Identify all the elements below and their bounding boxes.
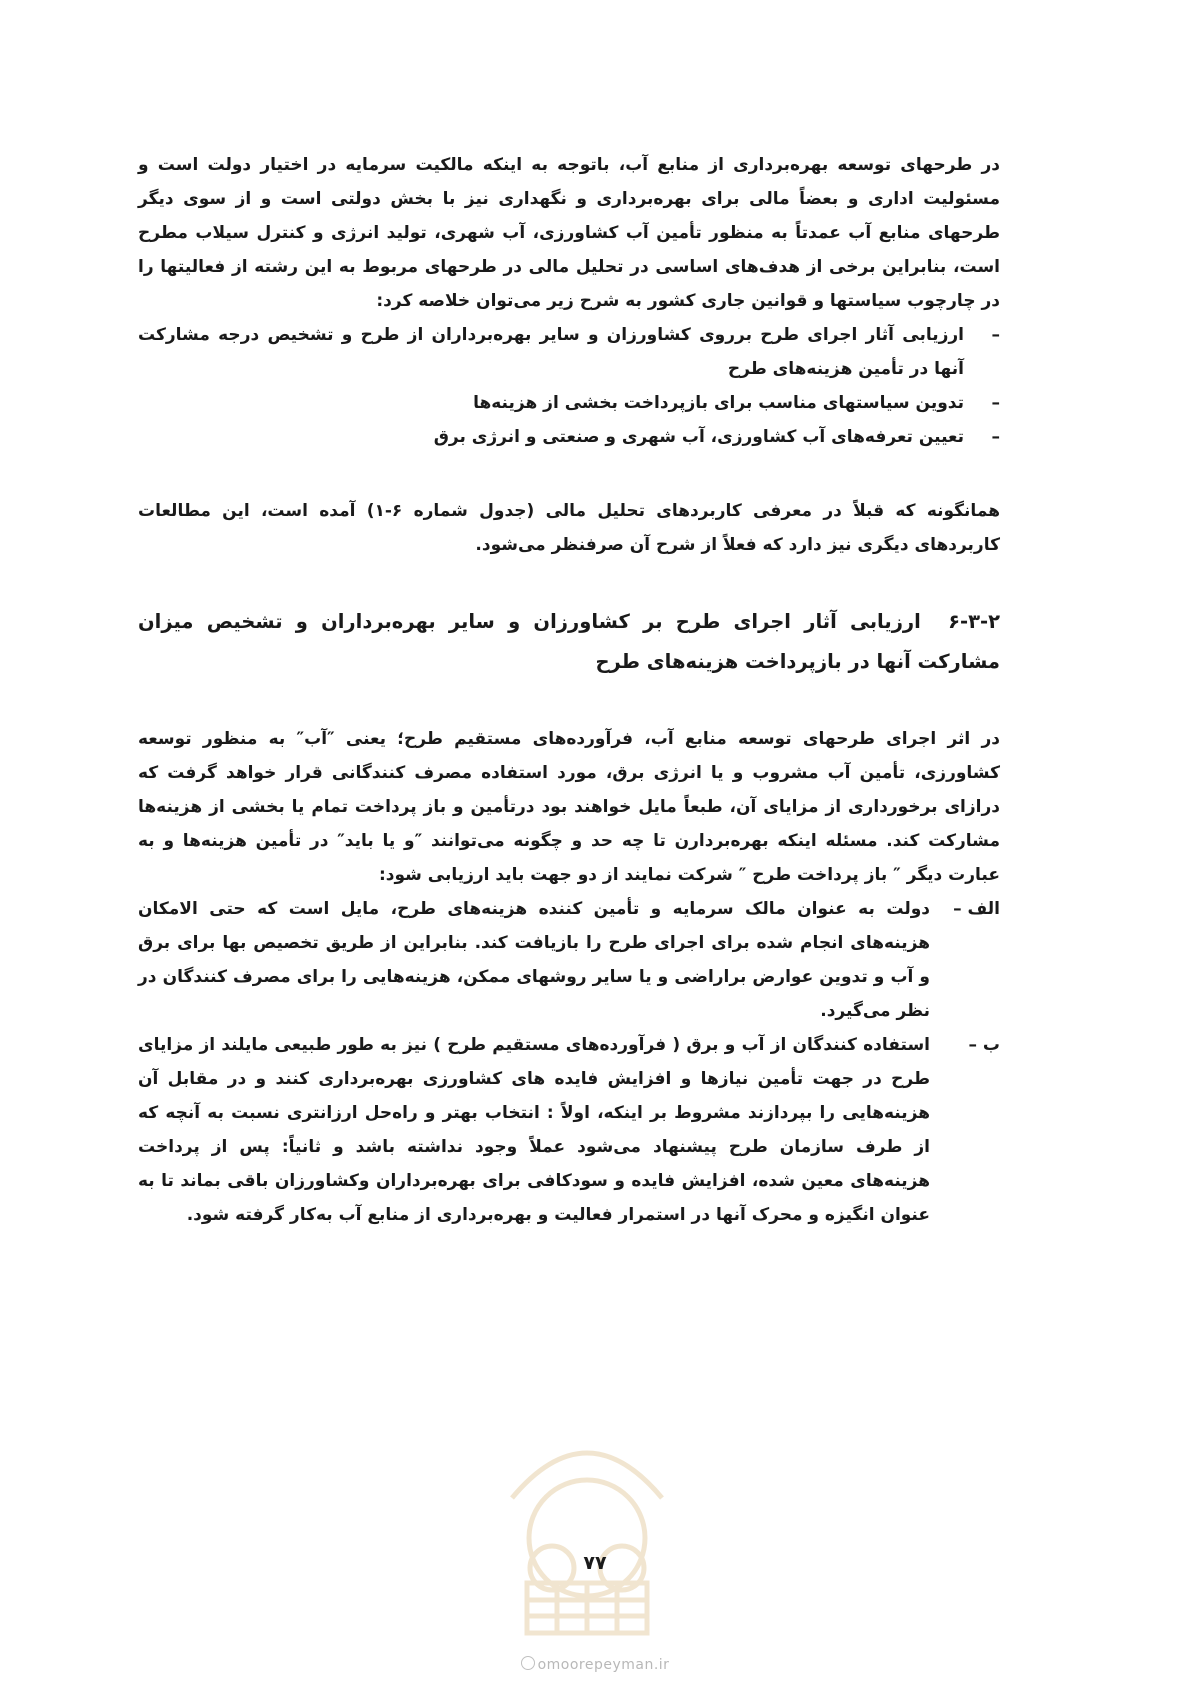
list-item: – تدوین سیاستهای مناسب برای بازپرداخت بخشی از هزینه‌ها xyxy=(138,386,1000,420)
objectives-list xyxy=(138,318,1000,454)
item-text: استفاده کنندگان از آب و برق ( فرآورده‌های مستقیم طرح ) نیز به طور طبیعی مایلند از مزایای طرح در جهت تأمین نیازها و افزایش فایده های کشاورزی بهره‌برداری کنند و در مقابل آن هزینه‌هایی را بپردازند مشروط بر اینکه، اولاً : انتخاب بهتر و راه‌حل ارزانتری نسبت به آنچه که از طرف سازمان طرح پیشنهاد می‌شود عملاً وجود نداشته باشد و ثانیاً: پس از پرداخت هزینه‌های معین شده، افزایش فایده و سودکافی برای بهره‌برداران وکشاورزان باقی بماند تا به عنوان انگیزه و محرک آنها در استمرار فعالیت و بهره‌برداری از منابع آب به‌کار گرفته شود. xyxy=(138,1035,930,1225)
item-text: دولت به عنوان مالک سرمایه و تأمین کننده هزینه‌های طرح، مایل است که حتی الامکان هزینه‌های انجام شده برای اجرای طرح را بازیافت کند. بنابراین از طریق تخصیص بها برای برق و آب و تدوین عوارض براراضی و یا سایر روشهای ممکن، هزینه‌هایی را برای مصرف کنندگان در نظر می‌گیرد. xyxy=(138,899,930,1021)
paragraph-intro: در طرحهای توسعه بهره‌برداری از منابع آب، باتوجه به اینکه مالکیت سرمایه در اختیار دولت است و مسئولیت اداری و بعضاً مالی برای بهره‌برداری و نگهداری نیز با بخش دولتی است و از سوی دیگر طرحهای منابع آب عمدتاً به منظور تأمین آب کشاورزی، آب شهری، تولید انرژی و کنترل سیلاب مطرح است، بنابراین برخی از هدف‌های اساسی در تحلیل مالی در طرحهای مربوط به این رشته از فعالیتها را در چارچوب سیاستها و قوانین جاری کشور به شرح زیر می‌توان خلاصه کرد: xyxy=(138,155,1000,311)
list-item: – ارزیابی آثار اجرای طرح برروی کشاورزان و سایر بهره‌برداران از طرح و تشخیص درجه مشارکت آنها در تأمین هزینه‌های طرح xyxy=(138,318,1000,386)
assessment-list xyxy=(138,892,1000,1232)
list-item xyxy=(138,1028,1000,1232)
seal-watermark-icon xyxy=(492,1418,682,1638)
item-label: الف – xyxy=(953,899,1000,919)
item-label: ب – xyxy=(968,1035,1000,1055)
page-body xyxy=(138,148,1000,1232)
list-item: – تعیین تعرفه‌های آب کشاورزی، آب شهری و صنعتی و انرژی برق xyxy=(138,420,1000,454)
paragraph-body: در اثر اجرای طرحهای توسعه منابع آب، فرآورده‌های مستقیم طرح؛ یعنی ″آب″ به منظور توسعه کشاورزی، تأمین آب مشروب و یا انرژی برق، مورد استفاده مصرف کنندگانی قرار خواهد گرفت که درازای برخورداری از مزایای آن، طبعاً مایل خواهند بود درتأمین و باز پرداخت تمام یا بخشی از هزینه‌ها مشارکت کند. مسئله اینکه بهره‌بردارن تا چه حد و چگونه می‌توانند ″و یا باید″ در تأمین هزینه‌ها و به عبارت دیگر ″ باز پرداخت طرح ″ شرکت نمایند از دو جهت باید ارزیابی شود: xyxy=(138,729,1000,885)
list-item xyxy=(138,892,1000,1028)
paragraph-note: همانگونه که قبلاً در معرفی کاربردهای تحلیل مالی (جدول شماره ۶-۱) آمده است، این مطالعات کاربردهای دیگری نیز دارد که فعلاً از شرح آن صرفنظر می‌شود. xyxy=(138,501,1001,555)
page-number: ۷۷ xyxy=(583,1552,607,1574)
site-footer xyxy=(0,1656,1190,1673)
section-title: ارزیابی آثار اجرای طرح بر کشاورزان و سایر بهره‌برداران و تشخیص میزان مشارکت آنها در بازپرداخت هزینه‌های طرح xyxy=(138,610,1000,673)
section-number: ۶-۳-۲ xyxy=(948,610,1000,633)
globe-icon xyxy=(521,1656,535,1670)
site-url: omoorepeyman.ir xyxy=(537,1657,670,1673)
section-heading xyxy=(138,602,1000,682)
